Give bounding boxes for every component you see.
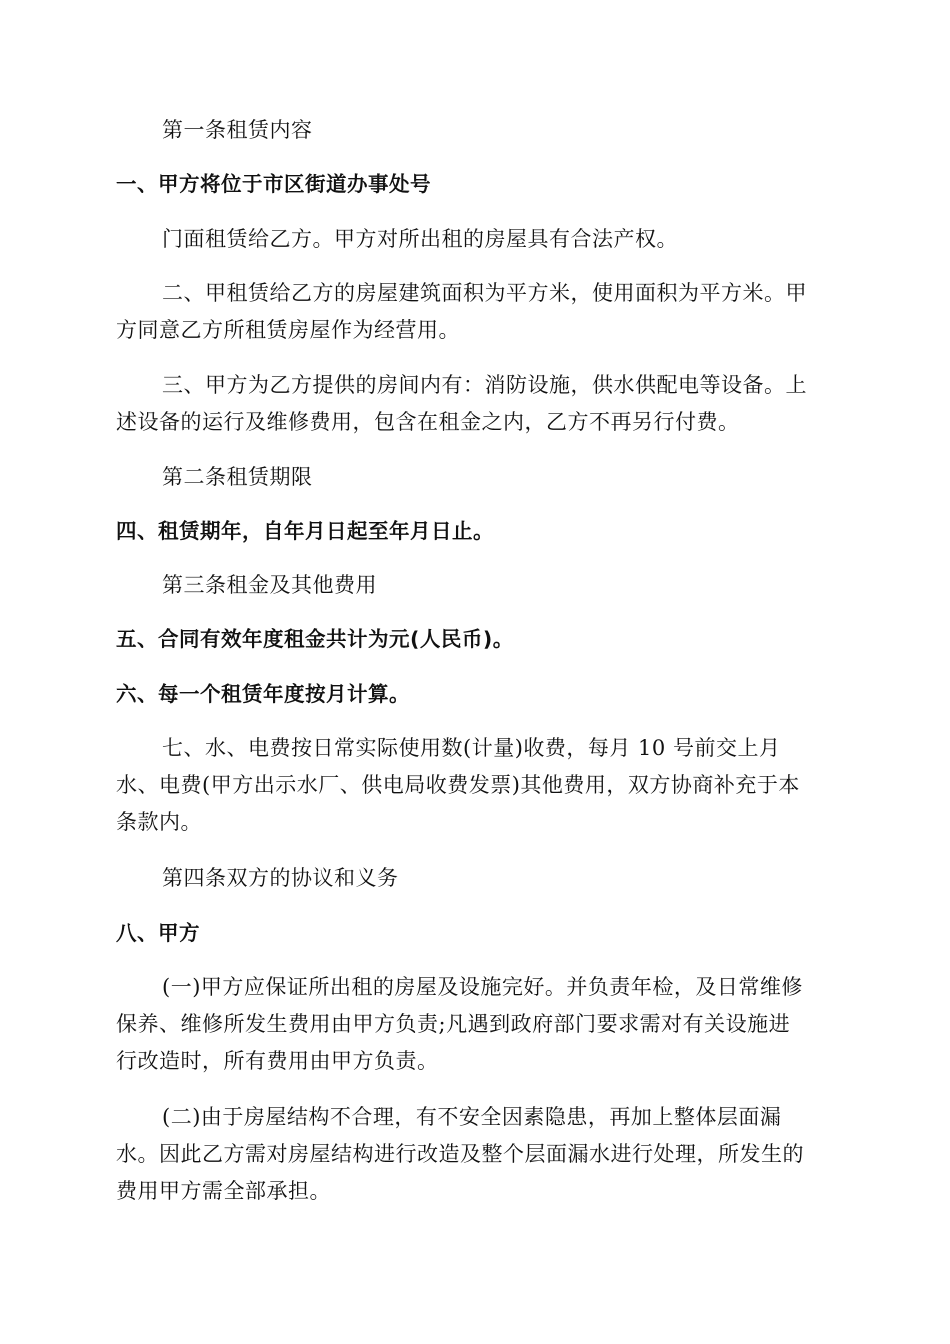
text-line: 水。因此乙方需对房屋结构进行改造及整个层面漏水进行处理，所发生的	[116, 1142, 804, 1166]
text-line: (二)由于房屋结构不合理，有不安全因素隐患，再加上整体层面漏	[162, 1105, 782, 1129]
section-heading-rights-obligations	[116, 860, 832, 897]
text-line: 第一条租赁内容	[162, 118, 313, 142]
text-line: (一)甲方应保证所出租的房屋及设施完好。并负责年检，及日常维修	[162, 975, 803, 999]
text-line: 五、合同有效年度租金共计为元(人民币)。	[116, 627, 514, 651]
text-line: 述设备的运行及维修费用，包含在租金之内，乙方不再另行付费。	[116, 410, 740, 434]
text-line: 保养、维修所发生费用由甲方负责;凡遇到政府部门要求需对有关设施进	[116, 1012, 791, 1036]
text-line: 门面租赁给乙方。甲方对所出租的房屋具有合法产权。	[162, 227, 678, 251]
text-line: 方同意乙方所租赁房屋作为经营用。	[116, 318, 460, 342]
clause-3	[116, 367, 832, 441]
clause-8-item-2	[116, 1099, 832, 1210]
clause-8-item-1	[116, 969, 832, 1080]
section-heading-rent	[116, 567, 832, 604]
text-line: 一、甲方将位于市区街道办事处号	[116, 172, 431, 196]
section-heading-lease-term	[116, 459, 832, 496]
text-line: 四、租赁期年，自年月日起至年月日止。	[116, 519, 494, 543]
clause-7	[116, 730, 832, 841]
text-line: 八、甲方	[116, 921, 200, 945]
text-line: 费用甲方需全部承担。	[116, 1179, 331, 1203]
section-heading-lease-content	[116, 112, 832, 149]
clause-5	[116, 621, 832, 658]
text-line: 三、甲方为乙方提供的房间内有：消防设施，供水供配电等设备。上	[162, 373, 807, 397]
text-line: 条款内。	[116, 810, 202, 834]
clause-4	[116, 513, 832, 550]
clause-1-body	[116, 221, 832, 258]
text-line: 七、水、电费按日常实际使用数(计量)收费，每月 10 号前交上月	[162, 736, 781, 760]
clause-1-heading	[116, 166, 832, 203]
clause-6	[116, 676, 832, 713]
text-line: 第三条租金及其他费用	[162, 573, 377, 597]
clause-8-heading	[116, 915, 832, 952]
text-line: 第四条双方的协议和义务	[162, 866, 399, 890]
text-line: 第二条租赁期限	[162, 465, 313, 489]
text-line: 六、每一个租赁年度按月计算。	[116, 682, 410, 706]
text-line: 水、电费(甲方出示水厂、供电局收费发票)其他费用，双方协商补充于本	[116, 773, 800, 797]
clause-2	[116, 275, 832, 349]
text-line: 二、甲租赁给乙方的房屋建筑面积为平方米，使用面积为平方米。甲	[162, 281, 807, 305]
text-line: 行改造时，所有费用由甲方负责。	[116, 1049, 439, 1073]
